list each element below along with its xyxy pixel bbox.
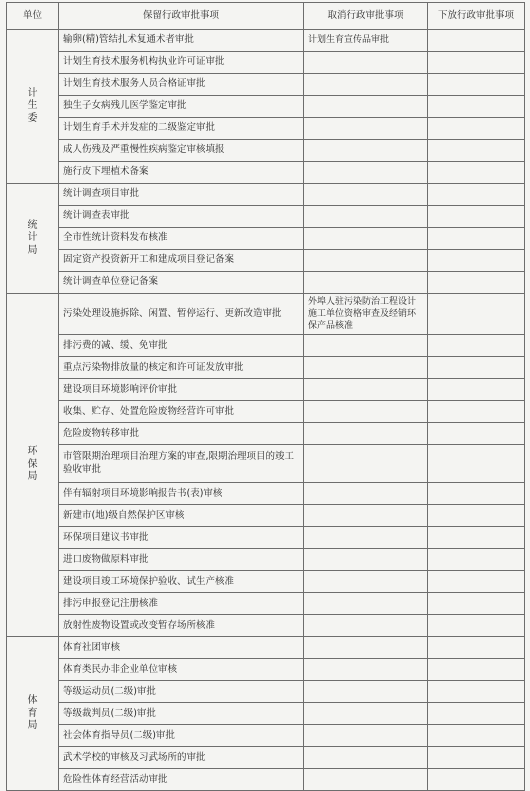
retained-item: 全市性统计资料发布核准 xyxy=(59,228,304,250)
cancelled-empty-cell xyxy=(304,747,428,769)
cancelled-empty-cell xyxy=(304,162,428,184)
cancelled-empty-cell xyxy=(304,379,428,401)
retained-item: 统计调查项目审批 xyxy=(59,184,304,206)
table-row xyxy=(7,96,525,118)
header-retained: 保留行政审批事项 xyxy=(59,3,304,30)
table-row xyxy=(7,445,525,483)
cancelled-empty-cell xyxy=(304,401,428,423)
cancelled-item: 外埠人驻污染防治工程设计施工单位资格审查及经销环保产品核准 xyxy=(304,294,428,335)
delegated-empty-cell xyxy=(428,140,525,162)
delegated-empty-cell xyxy=(428,505,525,527)
delegated-empty-cell xyxy=(428,681,525,703)
table-row xyxy=(7,52,525,74)
table-row xyxy=(7,549,525,571)
cancelled-empty-cell xyxy=(304,725,428,747)
table-row xyxy=(7,423,525,445)
retained-item: 市管限期治理项目治理方案的审查,限期治理项目的竣工验收审批 xyxy=(59,445,304,483)
unit-name: 体 育 局 xyxy=(27,695,38,732)
delegated-empty-cell xyxy=(428,593,525,615)
table-row xyxy=(7,30,525,52)
retained-item: 新建市(地)级自然保护区审核 xyxy=(59,505,304,527)
unit-name: 环 保 局 xyxy=(27,446,38,483)
cancelled-empty-cell xyxy=(304,505,428,527)
cancelled-empty-cell xyxy=(304,140,428,162)
retained-item: 排污费的减、缓、免审批 xyxy=(59,335,304,357)
retained-item: 固定资产投资新开工和建成项目登记备案 xyxy=(59,250,304,272)
delegated-empty-cell xyxy=(428,206,525,228)
cancelled-empty-cell xyxy=(304,118,428,140)
table-row xyxy=(7,615,525,637)
retained-item: 放射性废物设置或改变暂存场所核准 xyxy=(59,615,304,637)
retained-item: 社会体育指导员(二级)审批 xyxy=(59,725,304,747)
retained-item: 统计调查单位登记备案 xyxy=(59,272,304,294)
retained-item: 进口废物做原料审批 xyxy=(59,549,304,571)
delegated-empty-cell xyxy=(428,725,525,747)
delegated-empty-cell xyxy=(428,401,525,423)
retained-item: 计划生育技术服务机构执业许可证审批 xyxy=(59,52,304,74)
cancelled-empty-cell xyxy=(304,571,428,593)
cancelled-empty-cell xyxy=(304,272,428,294)
cancelled-empty-cell xyxy=(304,74,428,96)
retained-item: 污染处理设施拆除、闲置、暂停运行、更新改造审批 xyxy=(59,294,304,335)
cancelled-empty-cell xyxy=(304,703,428,725)
retained-item: 排污申报登记注册核准 xyxy=(59,593,304,615)
table-row xyxy=(7,250,525,272)
table-row xyxy=(7,571,525,593)
cancelled-empty-cell xyxy=(304,593,428,615)
retained-item: 伴有辐射项目环境影响报告书(表)审核 xyxy=(59,483,304,505)
cancelled-empty-cell xyxy=(304,681,428,703)
retained-item: 建设项目竣工环境保护验收、试生产核准 xyxy=(59,571,304,593)
cancelled-empty-cell xyxy=(304,483,428,505)
retained-item: 统计调查表审批 xyxy=(59,206,304,228)
retained-item: 输卵(精)管结扎术复通术者审批 xyxy=(59,30,304,52)
delegated-empty-cell xyxy=(428,703,525,725)
retained-item: 重点污染物排放量的核定和许可证发放审批 xyxy=(59,357,304,379)
table-body xyxy=(7,30,525,791)
delegated-empty-cell xyxy=(428,272,525,294)
table-row xyxy=(7,747,525,769)
cancelled-empty-cell xyxy=(304,423,428,445)
table-row xyxy=(7,379,525,401)
table-row xyxy=(7,593,525,615)
delegated-empty-cell xyxy=(428,571,525,593)
delegated-empty-cell xyxy=(428,379,525,401)
table-row xyxy=(7,681,525,703)
table-row xyxy=(7,74,525,96)
delegated-empty-cell xyxy=(428,615,525,637)
table-row xyxy=(7,140,525,162)
table-row xyxy=(7,294,525,335)
unit-name: 统 计 局 xyxy=(27,219,38,256)
delegated-empty-cell xyxy=(428,445,525,483)
delegated-empty-cell xyxy=(428,549,525,571)
retained-item: 体育类民办非企业单位审核 xyxy=(59,659,304,681)
cancelled-item xyxy=(304,637,428,659)
delegated-empty-cell xyxy=(428,335,525,357)
table-row xyxy=(7,228,525,250)
delegated-empty-cell xyxy=(428,74,525,96)
cancelled-item: 计划生育宣传品审批 xyxy=(304,30,428,52)
table-row xyxy=(7,483,525,505)
delegated-empty-cell xyxy=(428,96,525,118)
retained-item: 计划生育手术并发症的二级鉴定审批 xyxy=(59,118,304,140)
delegated-empty-cell xyxy=(428,483,525,505)
delegated-item xyxy=(428,294,525,335)
retained-item: 计划生育技术服务人员合格证审批 xyxy=(59,74,304,96)
cancelled-item xyxy=(304,184,428,206)
cancelled-empty-cell xyxy=(304,527,428,549)
cancelled-empty-cell xyxy=(304,52,428,74)
cancelled-empty-cell xyxy=(304,549,428,571)
delegated-item xyxy=(428,637,525,659)
table-row xyxy=(7,401,525,423)
delegated-empty-cell xyxy=(428,423,525,445)
delegated-item xyxy=(428,184,525,206)
delegated-empty-cell xyxy=(428,527,525,549)
retained-item: 独生子女病残儿医学鉴定审批 xyxy=(59,96,304,118)
retained-item: 成人伤残及严重慢性疾病鉴定审核填报 xyxy=(59,140,304,162)
unit-cell xyxy=(7,637,59,791)
retained-item: 体育社团审核 xyxy=(59,637,304,659)
cancelled-empty-cell xyxy=(304,250,428,272)
retained-item: 建设项目环境影响评价审批 xyxy=(59,379,304,401)
table-row xyxy=(7,357,525,379)
delegated-empty-cell xyxy=(428,228,525,250)
table-row xyxy=(7,527,525,549)
delegated-empty-cell xyxy=(428,357,525,379)
cancelled-empty-cell xyxy=(304,357,428,379)
table-row xyxy=(7,335,525,357)
table-row xyxy=(7,703,525,725)
retained-item: 等级运动员(二级)审批 xyxy=(59,681,304,703)
cancelled-empty-cell xyxy=(304,206,428,228)
retained-item: 等级裁判员(二级)审批 xyxy=(59,703,304,725)
cancelled-empty-cell xyxy=(304,96,428,118)
retained-item: 危险性体育经营活动审批 xyxy=(59,769,304,791)
delegated-empty-cell xyxy=(428,659,525,681)
unit-cell xyxy=(7,30,59,184)
table-header-row xyxy=(7,3,525,30)
unit-name: 计 生 委 xyxy=(27,87,38,124)
unit-cell xyxy=(7,184,59,294)
unit-cell xyxy=(7,294,59,637)
delegated-empty-cell xyxy=(428,250,525,272)
delegated-empty-cell xyxy=(428,747,525,769)
table-row xyxy=(7,725,525,747)
delegated-empty-cell xyxy=(428,162,525,184)
table-row xyxy=(7,769,525,791)
retained-item: 危险废物转移审批 xyxy=(59,423,304,445)
cancelled-empty-cell xyxy=(304,445,428,483)
delegated-empty-cell xyxy=(428,52,525,74)
table-row xyxy=(7,206,525,228)
header-unit: 单位 xyxy=(7,3,59,30)
table-row xyxy=(7,162,525,184)
approval-items-table xyxy=(6,2,525,791)
delegated-item xyxy=(428,30,525,52)
cancelled-empty-cell xyxy=(304,335,428,357)
table-row xyxy=(7,118,525,140)
retained-item: 收集、贮存、处置危险废物经营许可审批 xyxy=(59,401,304,423)
retained-item: 环保项目建议书审批 xyxy=(59,527,304,549)
delegated-empty-cell xyxy=(428,118,525,140)
retained-item: 施行皮下埋植术备案 xyxy=(59,162,304,184)
cancelled-empty-cell xyxy=(304,615,428,637)
cancelled-empty-cell xyxy=(304,769,428,791)
table-row xyxy=(7,637,525,659)
delegated-empty-cell xyxy=(428,769,525,791)
header-delegated: 下放行政审批事项 xyxy=(428,3,525,30)
cancelled-empty-cell xyxy=(304,659,428,681)
table-row xyxy=(7,659,525,681)
table-row xyxy=(7,272,525,294)
retained-item: 武术学校的审核及习武场所的审批 xyxy=(59,747,304,769)
header-cancelled: 取消行政审批事项 xyxy=(304,3,428,30)
table-row xyxy=(7,184,525,206)
table-row xyxy=(7,505,525,527)
cancelled-empty-cell xyxy=(304,228,428,250)
